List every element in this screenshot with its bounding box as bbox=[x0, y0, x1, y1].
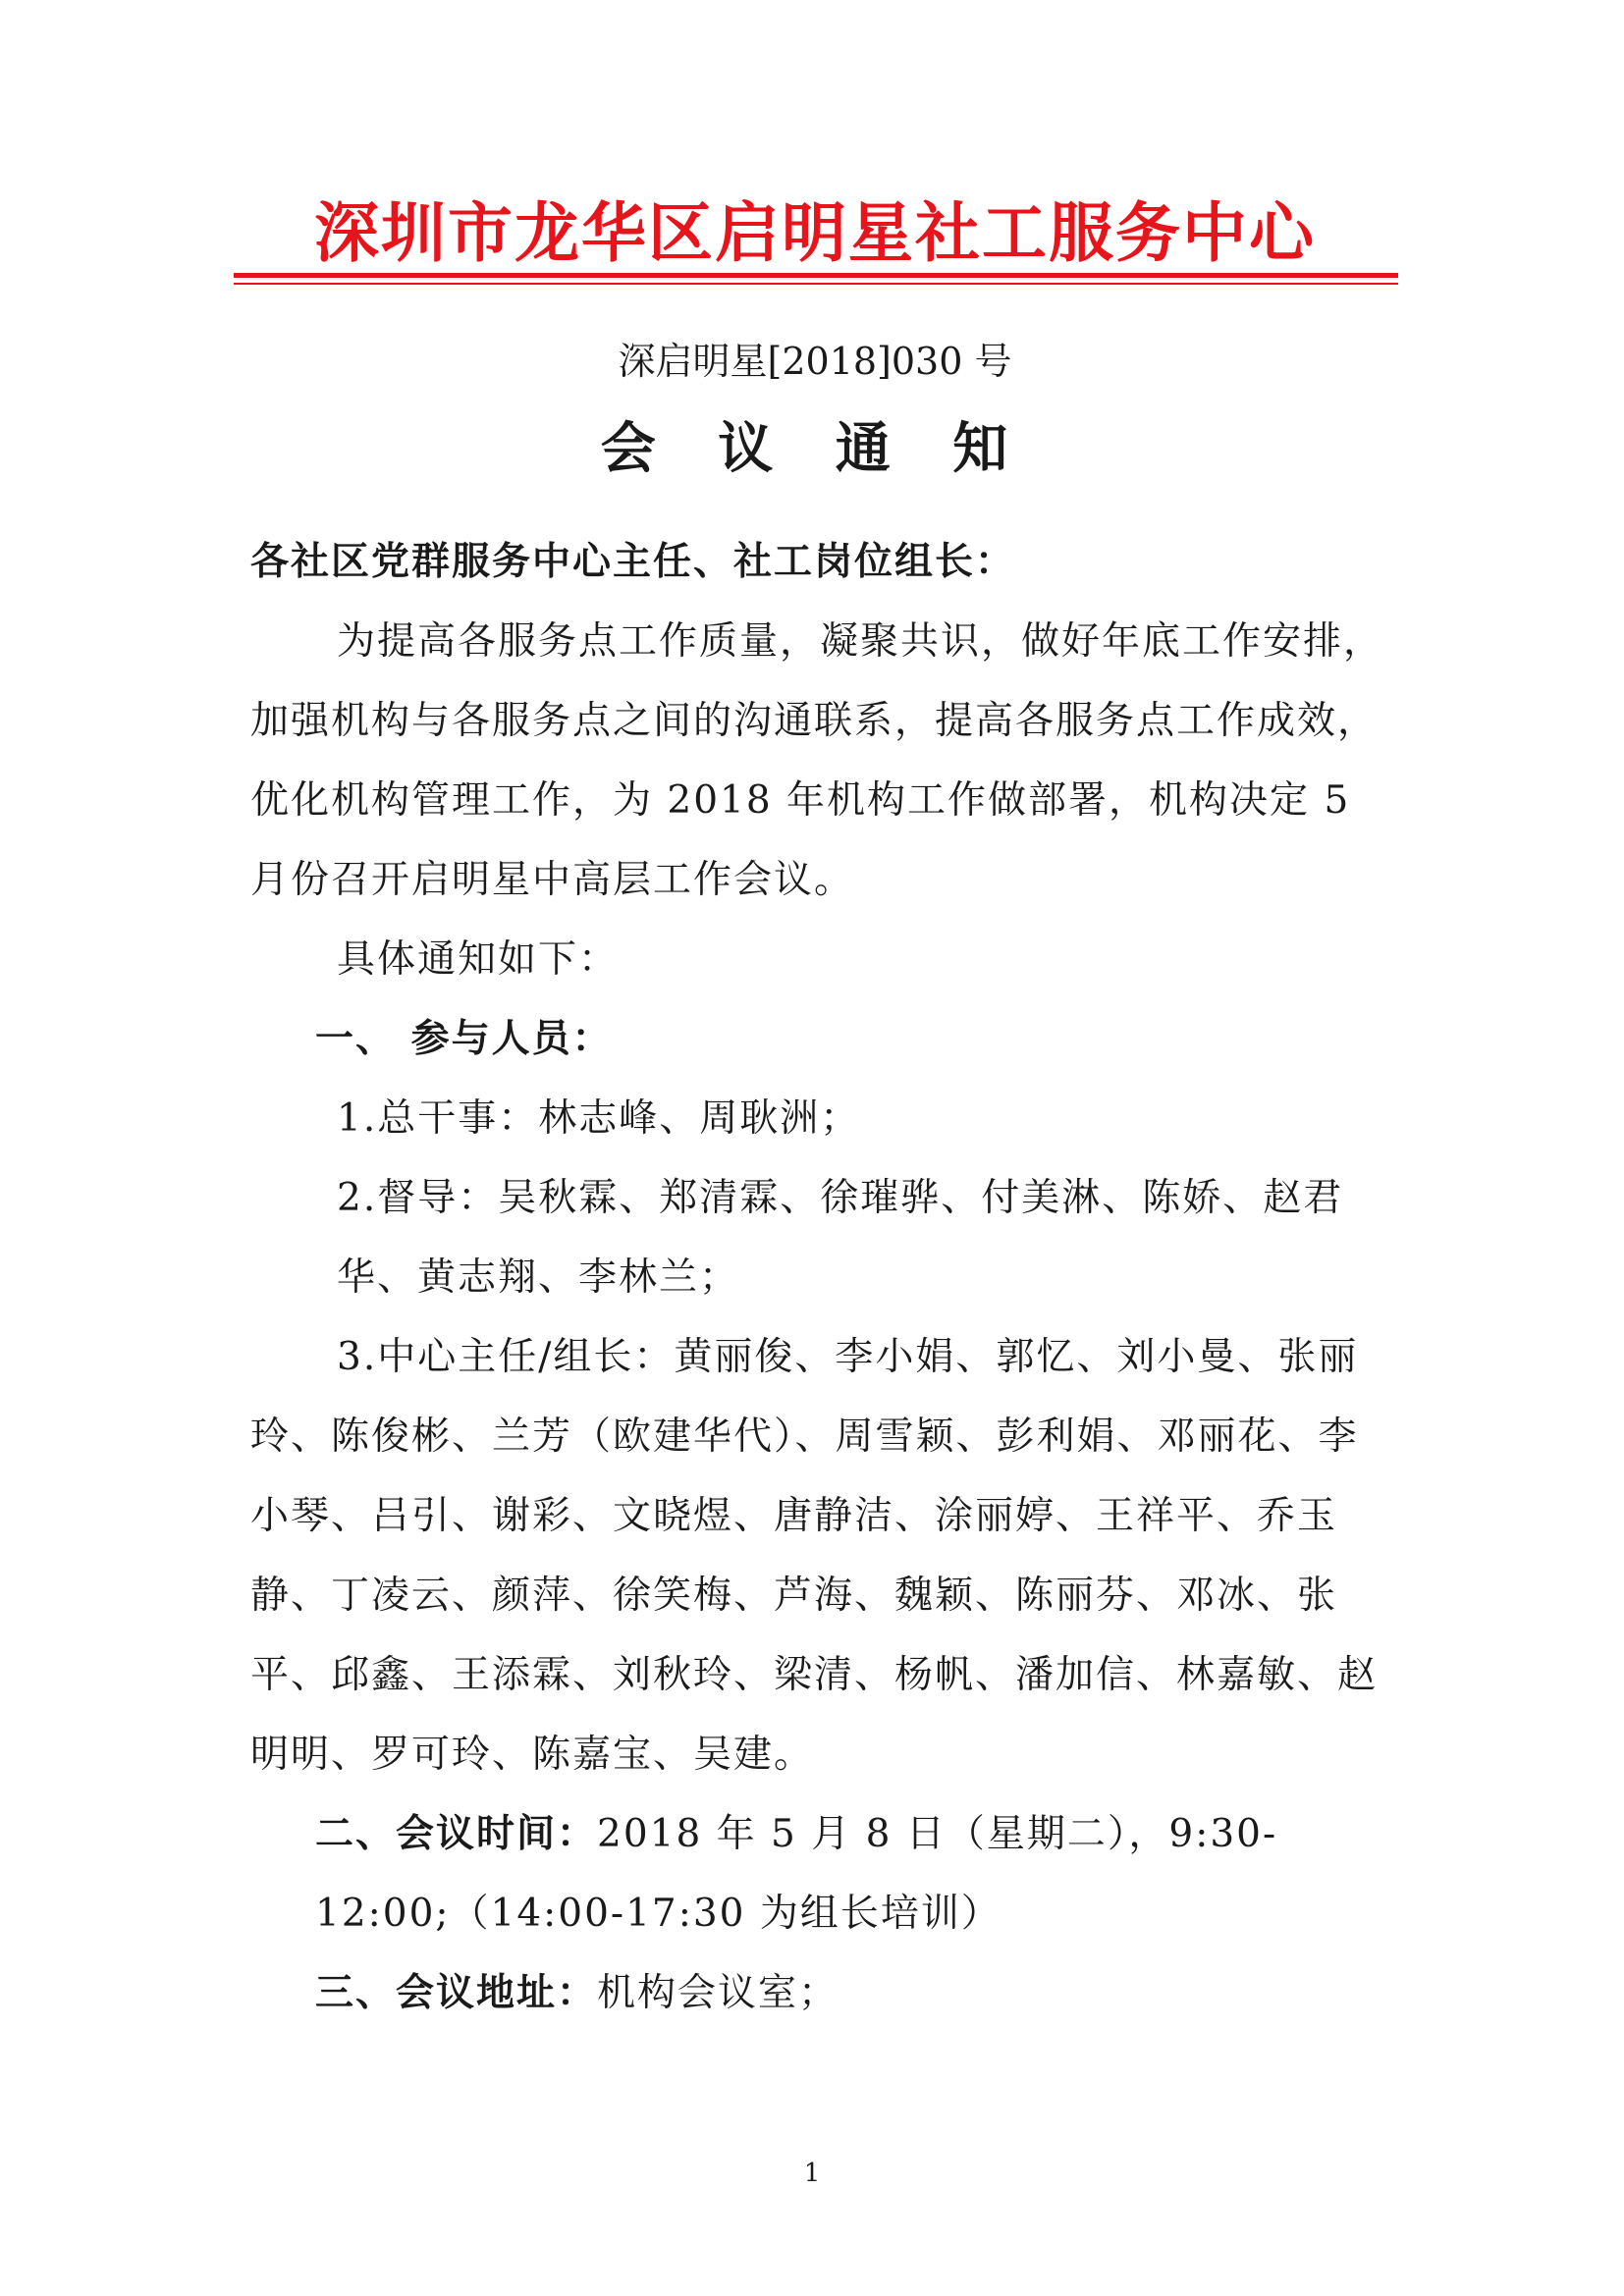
meeting-time: 2018 年 5 月 8 日（星期二），9:30-12:00;（14:00-17:30 为组长培训） bbox=[315, 1812, 1278, 1936]
section-3 bbox=[250, 1953, 1389, 2033]
document-number: 深启明星[2018]030 号 bbox=[618, 340, 1012, 383]
page-number: 1 bbox=[803, 2159, 821, 2188]
header-rule-thick bbox=[234, 273, 1398, 278]
salutation: 各社区党群服务中心主任、社工岗位组长： bbox=[250, 540, 1016, 584]
meeting-location: 机构会议室； bbox=[597, 1971, 839, 2015]
document-body bbox=[250, 522, 1389, 2033]
section-1-heading: 一、 参与人员： bbox=[315, 1017, 613, 1061]
participants-item-3: 3.中心主任/组长：黄丽俊、李小娟、郭忆、刘小曼、张丽玲、陈俊彬、兰芳（欧建华代）、周雪颖、彭利娟、邓丽花、李小琴、吕引、谢彩、文晓煜、唐静洁、涂丽婷、王祥平、乔玉静、丁凌云、颜萍、徐笑梅、芦海、魏颖、陈丽芬、邓冰、张平、邱鑫、王添霖、刘秋玲、梁清、杨帆、潘加信、林嘉敏、赵明明、罗可玲、陈嘉宝、吴建。 bbox=[250, 1335, 1379, 1777]
section-2-label: 二、会议时间： bbox=[315, 1812, 598, 1856]
participants-item-2: 2.督导：吴秋霖、郑清霖、徐璀骅、付美淋、陈娇、赵君华、黄志翔、李林兰； bbox=[337, 1176, 1344, 1300]
intro-paragraph: 为提高各服务点工作质量，凝聚共识，做好年底工作安排，加强机构与各服务点之间的沟通联系，提高各服务点工作成效，优化机构管理工作，为 2018 年机构工作做部署，机构决定 5 月份召开启明星中高层工作会议。 bbox=[250, 619, 1384, 902]
participants-item-1: 1.总干事：林志峰、周耿洲； bbox=[337, 1096, 861, 1141]
organization-header: 深圳市龙华区启明星社工服务中心 bbox=[314, 195, 1316, 271]
document-title: 会 议 通 知 bbox=[600, 417, 1030, 481]
section-2 bbox=[250, 1794, 1389, 1953]
lead-paragraph: 具体通知如下： bbox=[337, 937, 620, 982]
section-3-label: 三、会议地址： bbox=[315, 1971, 598, 2015]
header-rule-thin bbox=[234, 283, 1398, 285]
